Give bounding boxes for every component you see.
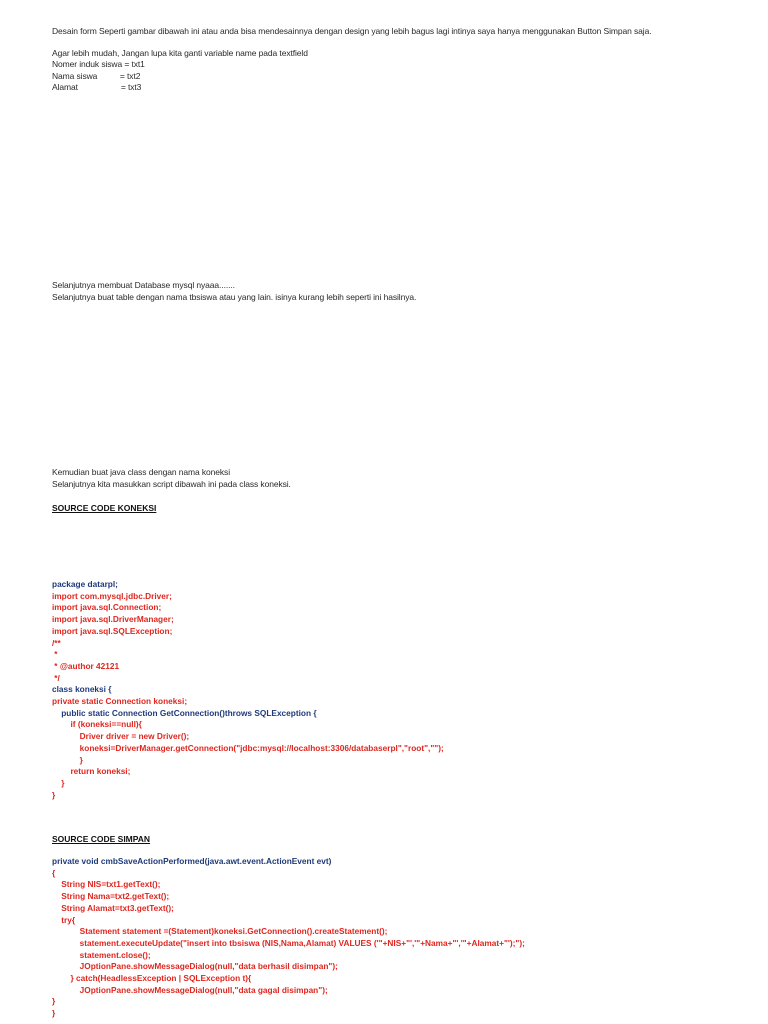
code-line: import java.sql.SQLException;: [52, 625, 173, 636]
intro-line-1: Desain form Seperti gambar dibawah ini atau anda bisa mendesainnya dengan design yang lebih bagus lagi intinya saya hanya menggunakan Button Simpan saja.: [52, 26, 652, 36]
classinfo-line-1: Kemudian buat java class dengan nama koneksi: [52, 467, 230, 477]
koneksi-code-block: [52, 579, 444, 801]
code-line: package datarpl;: [52, 579, 118, 589]
code-line: import com.mysql.jdbc.Driver;: [52, 590, 172, 601]
code-line: }: [52, 777, 65, 788]
classinfo-paragraph: [52, 467, 291, 490]
code-line: JOptionPane.showMessageDialog(null,"data berhasil disimpan");: [52, 961, 338, 972]
code-line: try{: [52, 914, 76, 925]
code-line: {: [52, 867, 56, 878]
code-line: String NIS=txt1.getText();: [52, 879, 161, 890]
database-line-2: Selanjutnya buat table dengan nama tbsiswa atau yang lain. isinya kurang lebih seperti ini hasilnya.: [52, 291, 417, 302]
code-line: Statement statement =(Statement)koneksi.GetConnection().createStatement();: [52, 926, 388, 937]
code-line: String Alamat=txt3.getText();: [52, 902, 174, 913]
koneksi-heading: SOURCE CODE KONEKSI: [52, 503, 157, 513]
simpan-code-block: [52, 856, 525, 1020]
intro-line-4: Nama siswa = txt2: [52, 70, 141, 81]
code-line: statement.close();: [52, 949, 151, 960]
code-line: } catch(HeadlessException | SQLException t){: [52, 973, 252, 984]
code-line: String Nama=txt2.getText();: [52, 891, 170, 902]
code-line: class koneksi {: [52, 684, 112, 695]
code-line: }: [52, 789, 56, 800]
code-line: * @author 42121: [52, 660, 120, 671]
intro-line-3: Nomer induk siswa = txt1: [52, 59, 145, 69]
intro-paragraph: [52, 26, 651, 94]
code-line: public static Connection GetConnection()throws SQLException {: [52, 707, 317, 718]
code-line: koneksi=DriverManager.getConnection("jdbc:mysql://localhost:3306/databaserpl","root","");: [52, 742, 444, 753]
code-line: import java.sql.DriverManager;: [52, 614, 174, 625]
code-line: private void cmbSaveActionPerformed(java.awt.event.ActionEvent evt): [52, 856, 332, 866]
code-line: statement.executeUpdate("insert into tbsiswa (NIS,Nama,Alamat) VALUES ('"+NIS+"','"+Nama+"','"+Alamat+"');");: [52, 937, 525, 948]
intro-line-5: Alamat = txt3: [52, 82, 142, 92]
code-line: }: [52, 996, 56, 1007]
database-line-1: Selanjutnya membuat Database mysql nyaaa.......: [52, 280, 235, 290]
code-line: }: [52, 754, 83, 765]
classinfo-line-2: Selanjutnya kita masukkan script dibawah ini pada class koneksi.: [52, 478, 291, 489]
code-line: private static Connection koneksi;: [52, 696, 188, 707]
code-line: JOptionPane.showMessageDialog(null,"data gagal disimpan");: [52, 984, 328, 995]
code-line: return koneksi;: [52, 766, 131, 777]
code-line: }: [52, 1008, 56, 1019]
code-line: */: [52, 672, 60, 683]
code-line: import java.sql.Connection;: [52, 602, 162, 613]
code-line: *: [52, 649, 58, 660]
code-line: if (koneksi==null){: [52, 719, 142, 730]
code-line: Driver driver = new Driver();: [52, 731, 190, 742]
intro-line-2: Agar lebih mudah, Jangan lupa kita ganti variable name pada textfield: [52, 47, 308, 58]
database-paragraph: [52, 280, 416, 303]
simpan-heading: SOURCE CODE SIMPAN: [52, 834, 151, 844]
code-line: /**: [52, 637, 61, 648]
